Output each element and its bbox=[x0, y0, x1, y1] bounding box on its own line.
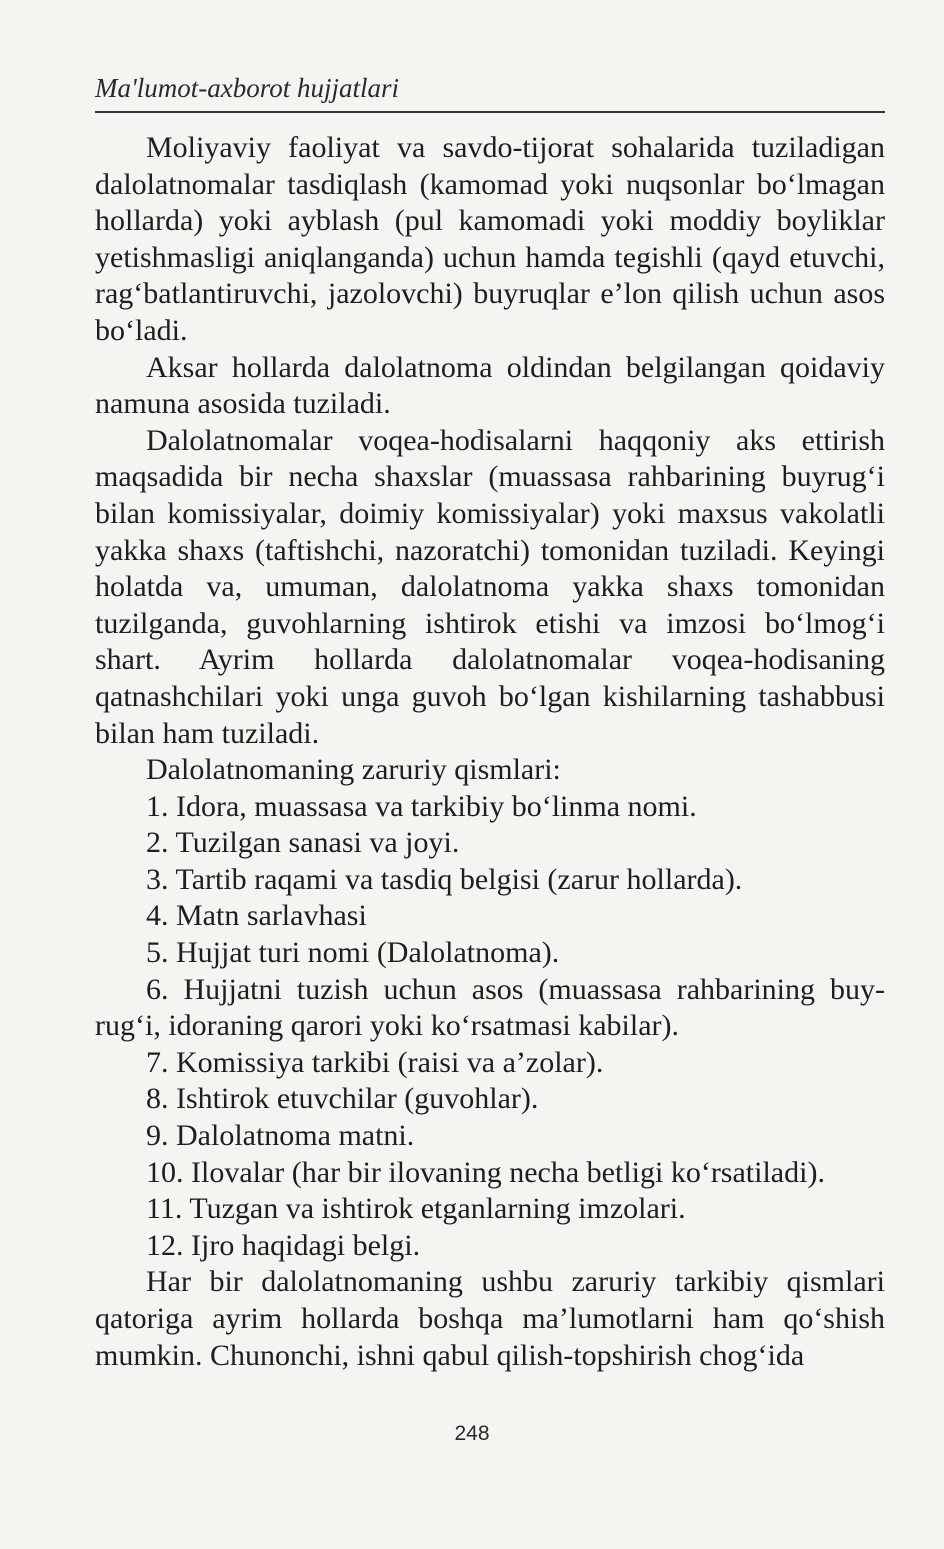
list-item: 4. Matn sarlavhasi bbox=[146, 899, 367, 933]
list-item: 7. Komissiya tarkibi (raisi va a’zolar). bbox=[146, 1045, 604, 1079]
list-item: 5. Hujjat turi nomi (Dalolatnoma). bbox=[146, 936, 560, 970]
requisites-list bbox=[95, 789, 885, 1265]
list-item: 11. Tuzgan va ishtirok etganlarning imzolari. bbox=[146, 1192, 686, 1226]
page-number: 248 bbox=[454, 1422, 490, 1445]
list-item: 12. Ijro haqidagi belgi. bbox=[146, 1228, 421, 1262]
paragraph-template: Aksar hollarda dalolatnoma oldindan belgilangan qoidaviy namuna asosida tuziladi. bbox=[95, 350, 885, 421]
list-item: 10. Ilovalar (har bir ilovaning necha betligi ko‘rsatiladi). bbox=[146, 1155, 825, 1189]
header-rule bbox=[95, 111, 885, 113]
list-item: 8. Ishtirok etuvchilar (guvohlar). bbox=[146, 1082, 539, 1116]
paragraph-composition: Dalolatnomalar voqea-hodisalarni haqqoniy aks ettirish maqsadida bir necha shaxslar (muassasa rahbarining buyrug‘i bilan komissiyalar, doimiy komissiyalar) yoki maxsus vakolatli yakka shaxs (taftishchi, nazoratchi) tomonidan tuziladi. Keyingi holatda va, umuman, dalolatnoma yakka shaxs tomonidan tuzilganda, guvohlarning ishtirok etishi va imzosi bo‘lmog‘i shart. Ayrim hollarda dalolatnomalar voqea-hodisaning qatnashchilari yoki unga guvoh bo‘lgan kishilarning tashabbusi bilan ham tuziladi. bbox=[95, 423, 885, 750]
list-item: 2. Tuzilgan sanasi va joyi. bbox=[146, 826, 460, 860]
list-item: 9. Dalolatnoma matni. bbox=[146, 1119, 415, 1153]
list-item: 6. Hujjatni tuzish uchun asos (muassasa rahbarining buyrug‘i, idoraning qarori yoki ko‘rsatmasi kabilar). bbox=[95, 972, 885, 1043]
page-body bbox=[95, 130, 885, 1374]
paragraph-additional-data: Har bir dalolatnomaning ushbu zaruriy tarkibiy qismlari qatoriga ayrim hollarda boshqa ma’lumotlarni ham qo‘shish mumkin. Chunonchi, ishni qabul qilish-topshirish chog‘ida bbox=[95, 1265, 885, 1372]
paragraph-financial-acts: Moliyaviy faoliyat va savdo-tijorat sohalarida tuziladigan dalolatnomalar tasdiqlash (kamomad yoki nuqsonlar bo‘lmagan hollarda) yoki ayblash (pul kamomadi yoki moddiy boyliklar yetishmasligi aniqlanganda) uchun hamda tegishli (qayd etuvchi, rag‘batlantiruvchi, jazolovchi) buyruqlar e’lon qilish uchun asos bo‘ladi. bbox=[95, 131, 885, 347]
list-item: 3. Tartib raqami va tasdiq belgisi (zarur hollarda). bbox=[146, 862, 743, 896]
running-header: Ma'lumot-axborot hujjatlari bbox=[95, 73, 400, 103]
list-item: 1. Idora, muassasa va tarkibiy bo‘linma nomi. bbox=[146, 789, 697, 823]
list-intro: Dalolatnomaning zaruriy qismlari: bbox=[146, 753, 561, 787]
